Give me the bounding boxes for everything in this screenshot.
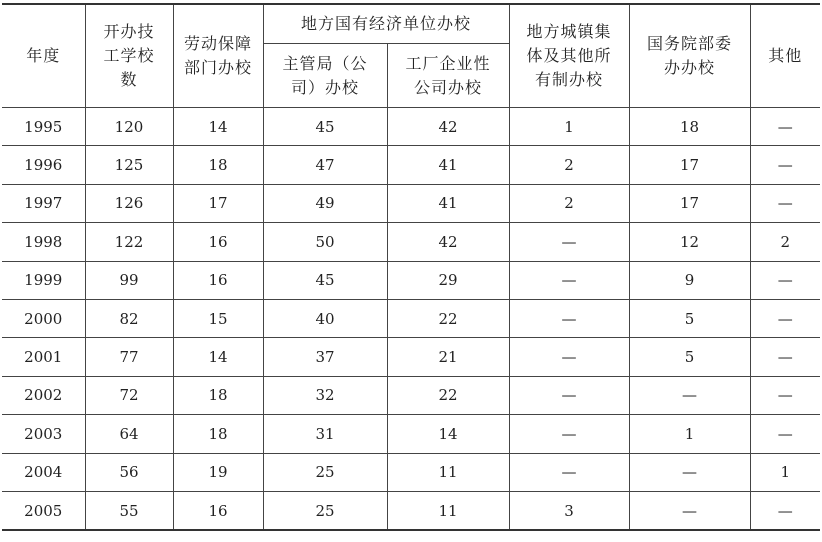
- header-bureau-label: 主管局（公司）办校: [282, 53, 368, 97]
- cell-labor: 14: [173, 338, 263, 376]
- header-collective: [509, 4, 629, 108]
- cell-year: 1998: [2, 223, 85, 261]
- cell-other: —: [750, 338, 820, 376]
- cell-collective: 2: [509, 146, 629, 184]
- table-row: [2, 453, 820, 491]
- cell-ministry: 17: [629, 184, 750, 222]
- cell-schools: 120: [85, 108, 173, 146]
- cell-bureau: 47: [263, 146, 387, 184]
- header-factory: [387, 44, 509, 108]
- cell-schools: 99: [85, 261, 173, 299]
- cell-factory: 42: [387, 223, 509, 261]
- cell-ministry: 17: [629, 146, 750, 184]
- cell-schools: 82: [85, 299, 173, 337]
- header-other: [750, 4, 820, 108]
- cell-factory: 41: [387, 146, 509, 184]
- cell-factory: 11: [387, 453, 509, 491]
- cell-factory: 11: [387, 491, 509, 530]
- cell-other: —: [750, 299, 820, 337]
- cell-bureau: 37: [263, 338, 387, 376]
- cell-labor: 15: [173, 299, 263, 337]
- statistics-table: [2, 3, 820, 531]
- cell-collective: —: [509, 376, 629, 414]
- header-year-label: 年度: [26, 46, 61, 65]
- cell-collective: 1: [509, 108, 629, 146]
- header-bureau: [263, 44, 387, 108]
- cell-year: 2003: [2, 415, 85, 453]
- cell-collective: —: [509, 261, 629, 299]
- header-year: [2, 4, 85, 108]
- cell-labor: 16: [173, 261, 263, 299]
- cell-bureau: 50: [263, 223, 387, 261]
- cell-factory: 29: [387, 261, 509, 299]
- cell-factory: 22: [387, 299, 509, 337]
- cell-bureau: 49: [263, 184, 387, 222]
- table-row: [2, 108, 820, 146]
- cell-schools: 56: [85, 453, 173, 491]
- cell-ministry: —: [629, 491, 750, 530]
- cell-bureau: 25: [263, 491, 387, 530]
- cell-factory: 42: [387, 108, 509, 146]
- table-row: [2, 299, 820, 337]
- cell-other: —: [750, 376, 820, 414]
- table-row: [2, 223, 820, 261]
- cell-labor: 18: [173, 415, 263, 453]
- cell-factory: 41: [387, 184, 509, 222]
- table-row: [2, 376, 820, 414]
- cell-ministry: —: [629, 453, 750, 491]
- cell-bureau: 45: [263, 261, 387, 299]
- cell-ministry: 5: [629, 338, 750, 376]
- header-collective-label: 地方城镇集体及其他所有制办校: [526, 22, 612, 89]
- cell-other: 2: [750, 223, 820, 261]
- cell-other: —: [750, 491, 820, 530]
- cell-other: 1: [750, 453, 820, 491]
- cell-year: 2004: [2, 453, 85, 491]
- cell-factory: 21: [387, 338, 509, 376]
- cell-bureau: 45: [263, 108, 387, 146]
- cell-schools: 122: [85, 223, 173, 261]
- cell-labor: 18: [173, 376, 263, 414]
- cell-other: —: [750, 261, 820, 299]
- cell-schools: 125: [85, 146, 173, 184]
- cell-ministry: 18: [629, 108, 750, 146]
- header-ministry-label: 国务院部委办办校: [647, 34, 733, 77]
- cell-collective: —: [509, 223, 629, 261]
- cell-ministry: —: [629, 376, 750, 414]
- cell-labor: 16: [173, 223, 263, 261]
- header-labor-label: 劳动保障部门办校: [184, 34, 253, 77]
- cell-other: —: [750, 184, 820, 222]
- cell-labor: 14: [173, 108, 263, 146]
- cell-bureau: 25: [263, 453, 387, 491]
- table-row: [2, 491, 820, 530]
- cell-labor: 18: [173, 146, 263, 184]
- cell-year: 2002: [2, 376, 85, 414]
- header-state-group-label: 地方国有经济单位办校: [301, 14, 472, 33]
- header-factory-label: 工厂企业性公司办校: [405, 53, 491, 97]
- cell-ministry: 9: [629, 261, 750, 299]
- table-row: [2, 146, 820, 184]
- cell-year: 1996: [2, 146, 85, 184]
- cell-collective: 3: [509, 491, 629, 530]
- cell-collective: —: [509, 299, 629, 337]
- header-other-label: 其他: [768, 46, 803, 65]
- cell-year: 1995: [2, 108, 85, 146]
- header-state-group: [263, 4, 509, 44]
- cell-schools: 77: [85, 338, 173, 376]
- cell-other: —: [750, 415, 820, 453]
- header-schools-label: 开办技工学校数: [103, 22, 155, 89]
- cell-factory: 14: [387, 415, 509, 453]
- cell-bureau: 40: [263, 299, 387, 337]
- cell-labor: 17: [173, 184, 263, 222]
- cell-year: 2000: [2, 299, 85, 337]
- cell-collective: —: [509, 415, 629, 453]
- table-row: [2, 261, 820, 299]
- cell-ministry: 5: [629, 299, 750, 337]
- cell-year: 2001: [2, 338, 85, 376]
- table-row: [2, 338, 820, 376]
- cell-ministry: 1: [629, 415, 750, 453]
- cell-schools: 126: [85, 184, 173, 222]
- cell-collective: —: [509, 453, 629, 491]
- cell-collective: —: [509, 338, 629, 376]
- header-ministry: [629, 4, 750, 108]
- cell-ministry: 12: [629, 223, 750, 261]
- cell-labor: 16: [173, 491, 263, 530]
- cell-bureau: 32: [263, 376, 387, 414]
- cell-year: 1999: [2, 261, 85, 299]
- cell-other: —: [750, 146, 820, 184]
- cell-collective: 2: [509, 184, 629, 222]
- cell-bureau: 31: [263, 415, 387, 453]
- cell-other: —: [750, 108, 820, 146]
- cell-schools: 55: [85, 491, 173, 530]
- cell-factory: 22: [387, 376, 509, 414]
- cell-schools: 64: [85, 415, 173, 453]
- table-row: [2, 184, 820, 222]
- header-labor: [173, 4, 263, 108]
- header-schools: [85, 4, 173, 108]
- cell-year: 2005: [2, 491, 85, 530]
- table-row: [2, 415, 820, 453]
- cell-schools: 72: [85, 376, 173, 414]
- cell-labor: 19: [173, 453, 263, 491]
- cell-year: 1997: [2, 184, 85, 222]
